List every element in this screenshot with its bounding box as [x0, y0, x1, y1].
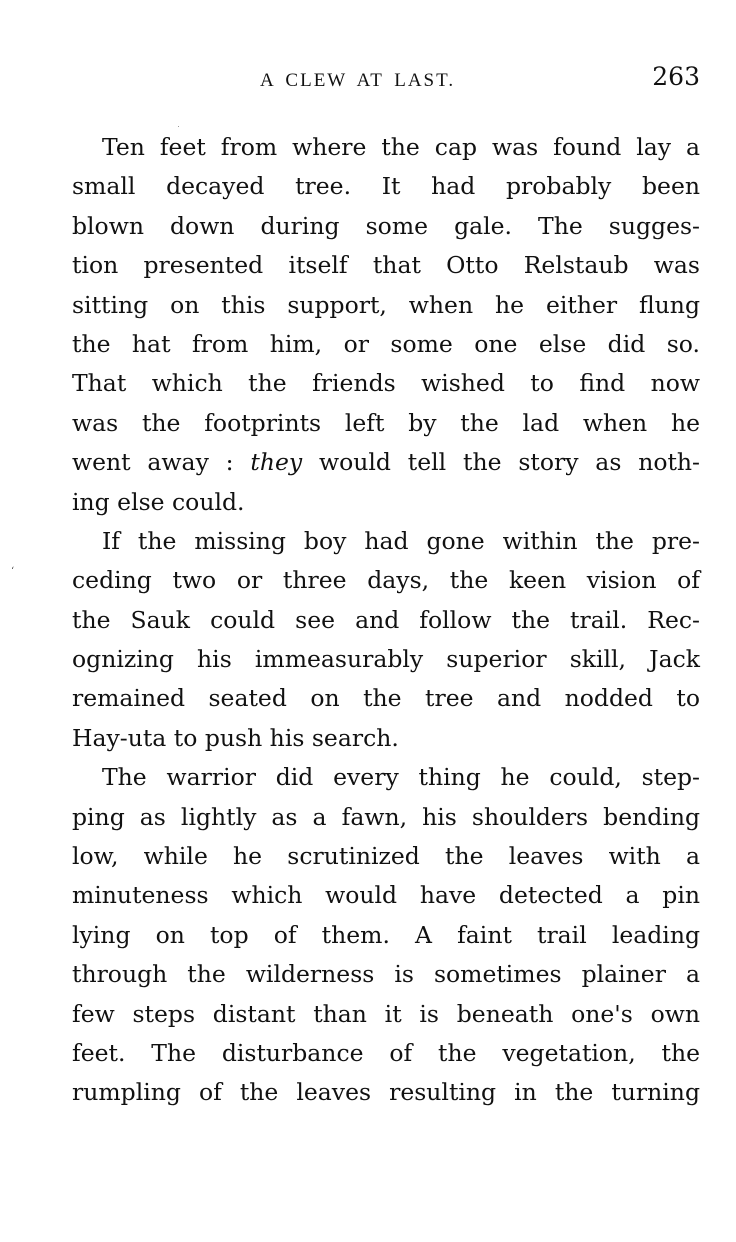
text-line: lying on top of them. A faint trail leading	[72, 920, 700, 949]
stray-ink-mark: ‘	[11, 566, 15, 577]
text-line: minuteness which would have detected a pin	[72, 881, 700, 910]
text-line-with-italic	[72, 443, 700, 482]
text-line: the hat from him, or some one else did so.	[72, 329, 700, 358]
text-line: rumpling of the leaves resulting in the turning	[72, 1078, 700, 1107]
text-line: ping as lightly as a fawn, his shoulders bending	[72, 802, 700, 831]
text-line: Ten feet from where the cap was found lay a	[102, 133, 700, 161]
text-line: That which the friends wished to find now	[72, 369, 700, 398]
text-line: blown down during some gale. The sugges-	[72, 211, 700, 240]
text-line: sitting on this support, when he either flung	[72, 290, 700, 319]
running-head	[72, 62, 702, 98]
text-segment: would tell the story as noth-	[302, 448, 701, 477]
text-line: ing else could.	[72, 487, 245, 516]
text-line: small decayed tree. It had probably been	[72, 172, 700, 201]
text-line: through the wilderness is sometimes plainer a	[72, 960, 700, 989]
ink-speck	[178, 126, 179, 127]
text-line: remained seated on the tree and nodded to	[72, 684, 700, 713]
text-line: the Sauk could see and follow the trail. Rec-	[72, 605, 700, 634]
text-line: Hay-uta to push his search.	[72, 723, 399, 752]
text-line: was the footprints left by the lad when he	[72, 408, 700, 437]
text-line: ognizing his immeasurably superior skill, Jack	[72, 645, 700, 674]
text-line: ceding two or three days, the keen vision of	[72, 566, 700, 595]
text-line: few steps distant than it is beneath one's own	[72, 999, 700, 1028]
text-line: feet. The disturbance of the vegetation, the	[72, 1038, 700, 1067]
text-line: The warrior did every thing he could, step-	[102, 763, 700, 792]
text-segment: went away :	[72, 448, 251, 477]
running-title: A CLEW AT LAST.	[260, 70, 456, 91]
text-line: If the missing boy had gone within the pre-	[102, 526, 700, 555]
text-line: tion presented itself that Otto Relstaub was	[72, 251, 700, 280]
page-number: 263	[652, 62, 700, 91]
italic-word: they	[250, 448, 303, 477]
text-line: low, while he scrutinized the leaves with a	[72, 842, 700, 871]
body-text	[72, 128, 700, 1113]
